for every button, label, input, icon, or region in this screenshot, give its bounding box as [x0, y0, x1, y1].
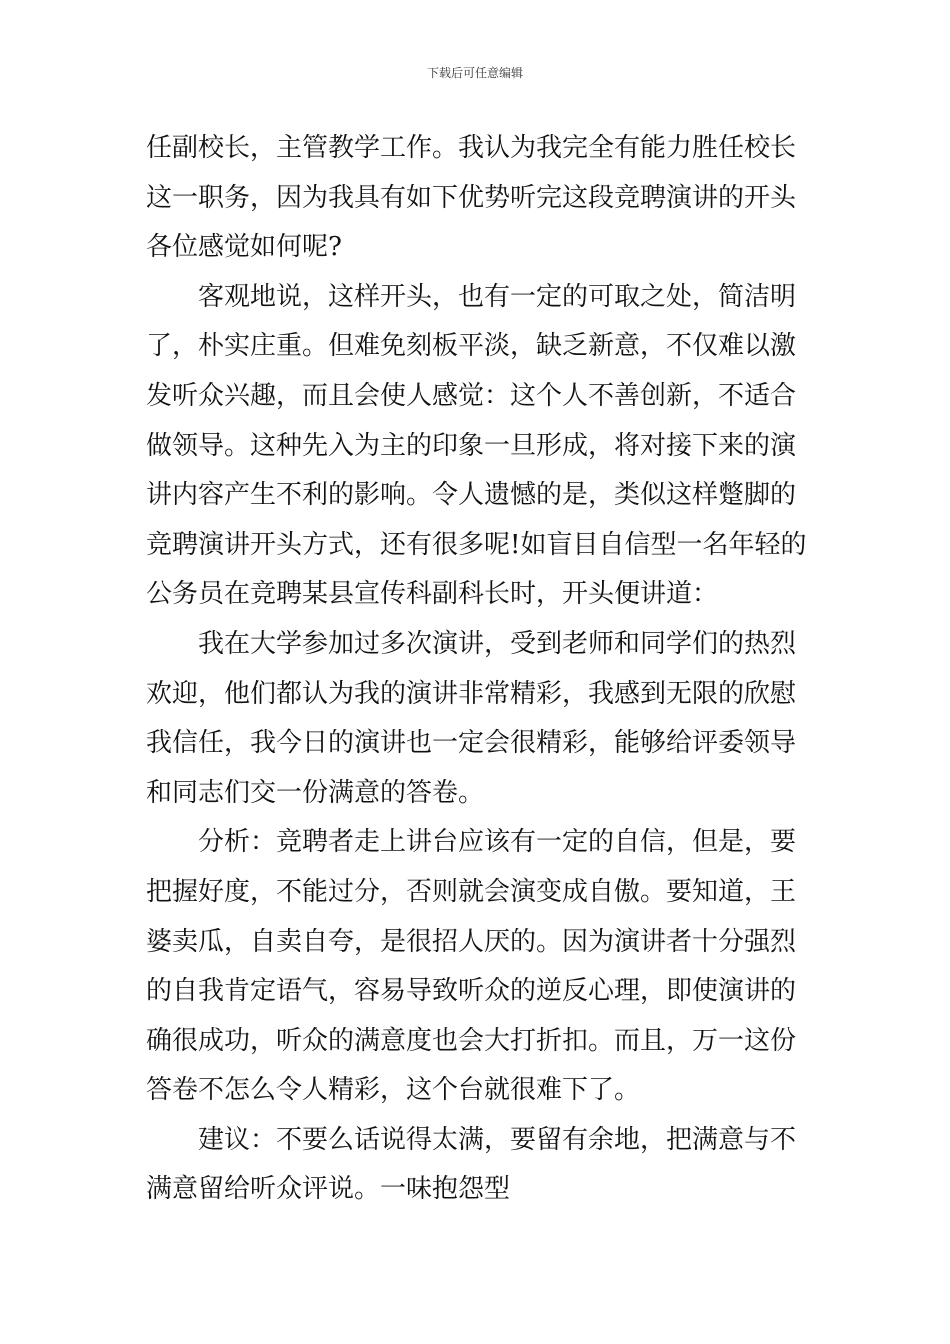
text-line: 建议：不要么话说得太满，要留有余地，把满意与不: [198, 1124, 797, 1155]
text-line: 分析：竞聘者走上讲台应该有一定的自信，但是，要: [198, 827, 797, 858]
text-line: 我信任，我今日的演讲也一定会很精彩，能够给评委领导: [146, 728, 797, 759]
text-line: 欢迎，他们都认为我的演讲非常精彩，我感到无限的欣慰: [146, 678, 797, 709]
text-line: 任副校长，主管教学工作。我认为我完全有能力胜任校长: [146, 133, 797, 163]
text-line: 婆卖瓜，自卖自夸，是很招人厌的。因为演讲者十分强烈: [146, 926, 797, 957]
page-header: 下载后可任意编辑: [426, 66, 523, 80]
text-line: 发听众兴趣，而且会使人感觉：这个人不善创新，不适合: [146, 380, 797, 411]
text-line: 的自我肯定语气，容易导致听众的逆反心理，即使演讲的: [146, 976, 797, 1007]
text-line: 客观地说，这样开头，也有一定的可取之处，简洁明: [198, 281, 797, 312]
text-line: 确很成功，听众的满意度也会大打折扣。而且，万一这份: [146, 1025, 797, 1056]
text-line: 了，朴实庄重。但难免刻板平淡，缺乏新意，不仅难以激: [146, 331, 797, 362]
text-line: 各位感觉如何呢?: [146, 232, 342, 263]
document-body: [146, 124, 806, 1215]
text-line: 公务员在竞聘某县宣传科副科长时，开头便讲道：: [146, 579, 719, 610]
text-line: 我在大学参加过多次演讲，受到老师和同学们的热烈: [198, 628, 797, 659]
text-line: 做领导。这种先入为主的印象一旦形成，将对接下来的演: [146, 430, 797, 461]
text-line: 满意留给听众评说。一味抱怨型: [146, 1174, 511, 1205]
text-line: 把握好度，不能过分，否则就会演变成自傲。要知道，王: [146, 876, 797, 907]
text-line: 竞聘演讲开头方式，还有很多呢!如盲目自信型一名年轻的: [146, 529, 807, 560]
text-line: 讲内容产生不利的影响。令人遗憾的是，类似这样蹩脚的: [146, 480, 797, 511]
text-line: 答卷不怎么令人精彩，这个台就很难下了。: [146, 1075, 641, 1106]
text-line: 和同志们交一份满意的答卷。: [146, 777, 485, 808]
text-line: 这一职务，因为我具有如下优势听完这段竞聘演讲的开头: [146, 182, 797, 213]
